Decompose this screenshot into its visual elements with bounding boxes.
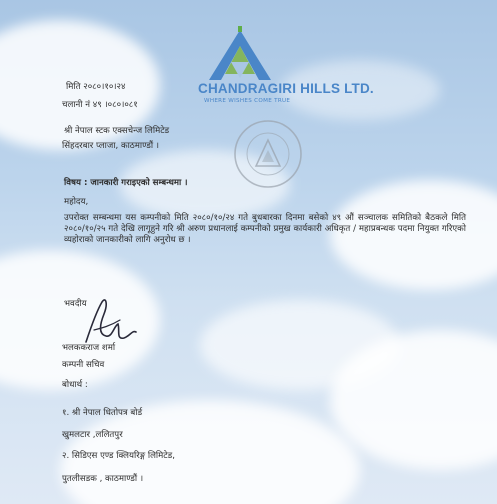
signatory-name: भलककराज शर्मा (62, 343, 116, 353)
cc-item-1: १. श्री नेपाल धितोपत्र बोर्ड (62, 408, 143, 418)
cc-item-2-address: पुतलीसडक , काठमाण्डौं । (62, 474, 144, 484)
salutation: महोदय, (64, 197, 89, 207)
signatory-title: कम्पनी सचिव (62, 360, 105, 370)
dispatch-number: चलानी नं ४९ ।०८०।०८१ (62, 100, 138, 110)
cc-item-2: २. सिडिएस एण्ड क्लियरिङ्ग लिमिटेड, (62, 451, 175, 461)
company-tagline: WHERE WISHES COME TRUE (204, 98, 291, 104)
letter-date: मिति २०८०।१०।२४ (66, 82, 126, 92)
letter-body: उपरोक्त सम्बन्धमा यस कम्पनीको मिति २०८०/१०/२४ गते बुधबारका दिनमा बसेको ४९ औं सञ्चालक समितिको बैठकले मिति २०८०/१०/२५ गते देखि लागूहुने गरि श्री अरुण प्रधानलाई कम्पनीको प्रमुख कार्यकारी अधिकृत / महाप्रबन्धक पदमा नियुक्त गरिएको व्यहोराको जानकारीको लागि अनुरोध छ । (64, 213, 466, 246)
recipient-address: सिंहदरबार प्लाजा, काठमाण्डौं । (62, 141, 160, 151)
cc-label: बोधार्थ : (62, 380, 88, 390)
company-stamp-icon (232, 118, 304, 190)
company-logo-icon (205, 26, 275, 82)
recipient-name: श्री नेपाल स्टक एक्सचेन्ज लिमिटेड (64, 126, 170, 136)
signature (76, 290, 146, 350)
company-name: CHANDRAGIRI HILLS LTD. (198, 81, 374, 96)
cc-item-1-address: खुमलटार ,ललितपुर (62, 430, 123, 440)
closing: भवदीय (64, 299, 87, 309)
letter-subject: विषय : जानकारी गराइएको सम्बन्धमा । (64, 178, 188, 188)
